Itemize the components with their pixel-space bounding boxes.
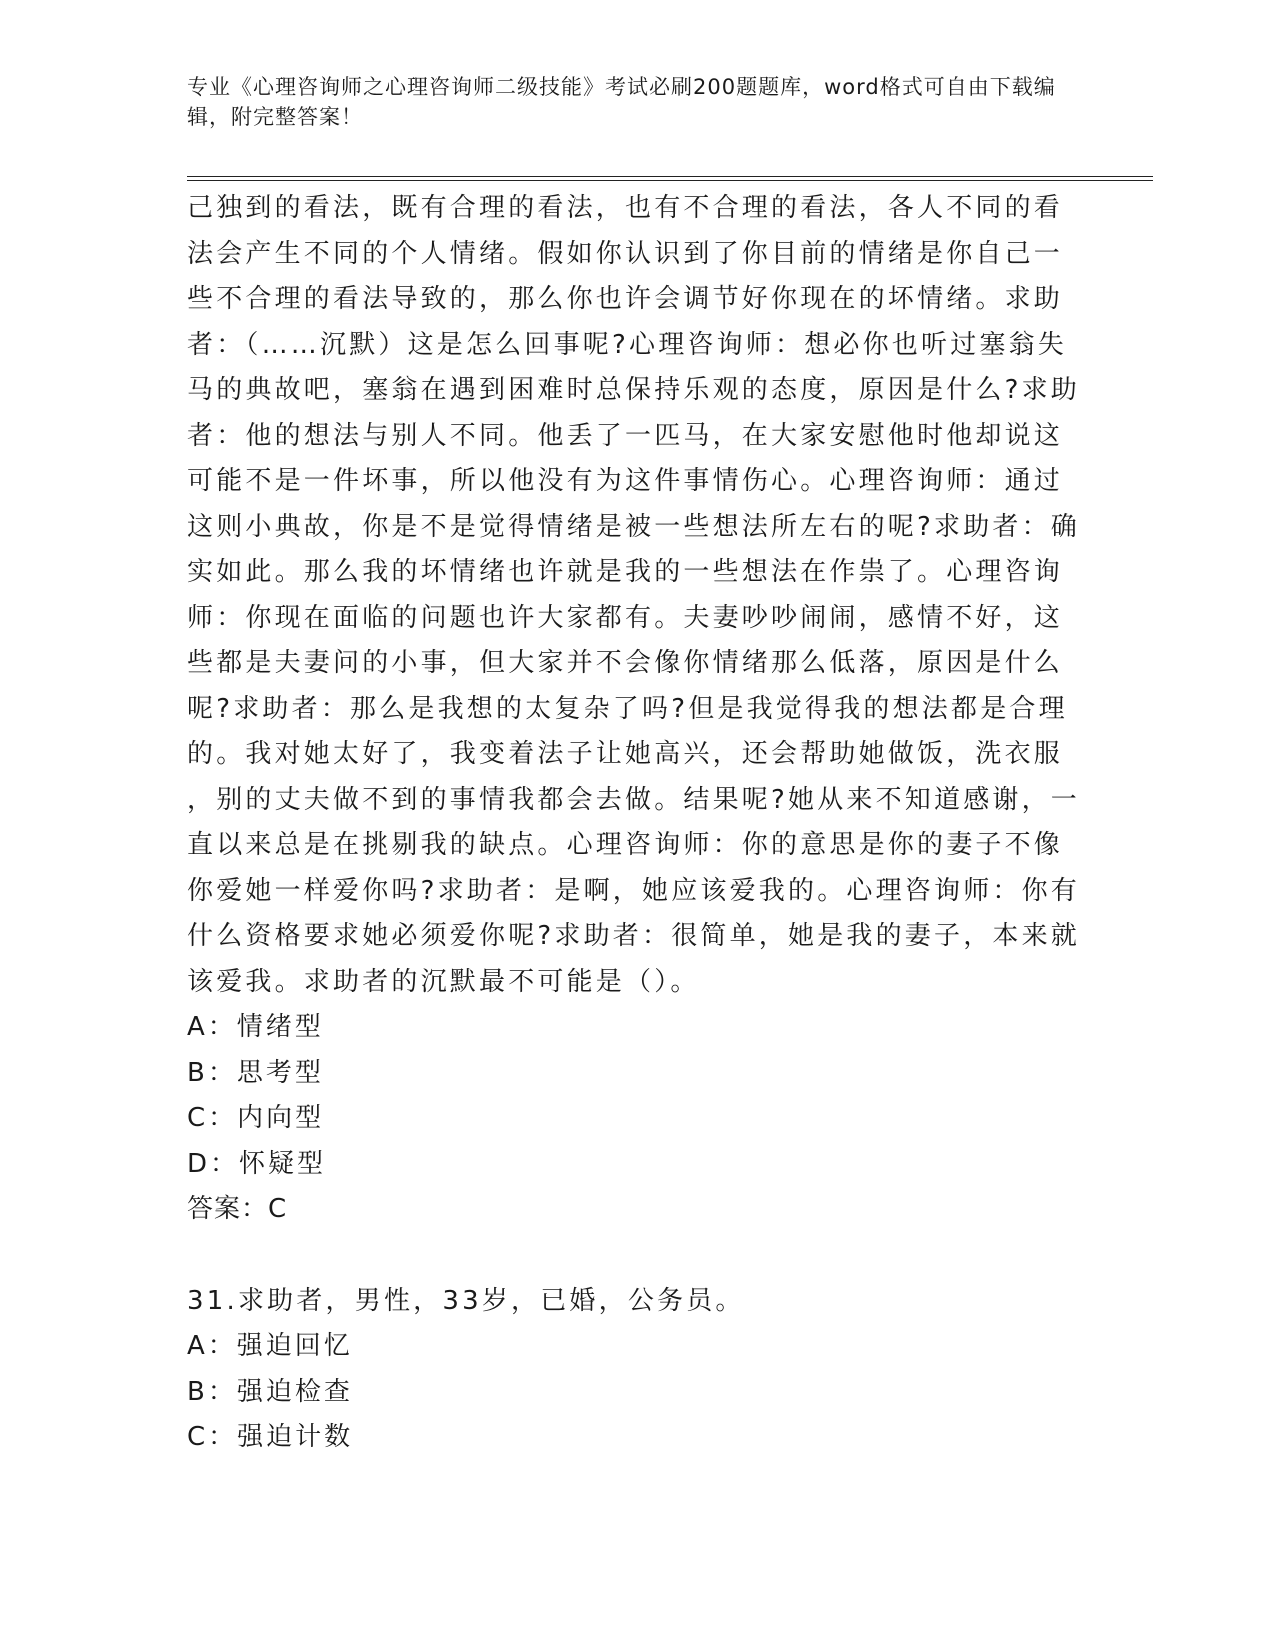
document-body [187,186,1081,1461]
passage-line: 马的典故吧，塞翁在遇到困难时总保持乐观的态度，原因是什么?求助 [187,375,1081,405]
passage-line: 些都是夫妻问的小事，但大家并不会像你情绪那么低落，原因是什么 [187,648,1064,678]
question-spacer [187,1233,1067,1279]
passage-line: 法会产生不同的个人情绪。假如你认识到了你目前的情绪是你自己一 [187,238,1064,269]
passage-line: 这则小典故，你是不是觉得情绪是被一些想法所左右的呢?求助者：确 [187,511,1081,542]
option-b: B：强迫检查 [187,1376,353,1407]
passage-line: 什么资格要求她必须爱你呢?求助者：很简单，她是我的妻子，本来就 [187,921,1081,951]
passage-line: 的。我对她太好了，我变着法子让她高兴，还会帮助她做饭，洗衣服 [187,739,1064,769]
passage-line: 直以来总是在挑剔我的缺点。心理咨询师：你的意思是你的妻子不像 [187,830,1064,860]
passage-line: 者：（……沉默）这是怎么回事呢?心理咨询师：想必你也听过塞翁失 [187,329,1068,360]
document-title: 专业《心理咨询师之心理咨询师二级技能》考试必刷200题题库，word格式可自由下载编辑，附完整答案！ [187,75,1056,129]
option-c: C：内向型 [187,1103,325,1133]
passage-line: 师：你现在面临的问题也许大家都有。夫妻吵吵闹闹，感情不好，这 [187,602,1064,633]
passage-line: ，别的丈夫做不到的事情我都会去做。结果呢?她从来不知道感谢，一 [187,784,1081,815]
passage-line: 己独到的看法，既有合理的看法，也有不合理的看法，各人不同的看 [187,193,1064,223]
option-a: A：情绪型 [187,1012,324,1042]
passage-line: 该爱我。求助者的沉默最不可能是（）。 [187,966,700,997]
question-stem: 31.求助者，男性，33岁，已婚，公务员。 [187,1285,745,1316]
passage-line: 呢?求助者：那么是我想的太复杂了吗?但是我觉得我的想法都是合理 [187,693,1068,724]
page-header [187,72,1087,132]
header-divider [187,176,1153,181]
passage-line: 实如此。那么我的坏情绪也许就是我的一些想法在作祟了。心理咨询 [187,557,1064,587]
answer-key: 答案：C [187,1194,288,1224]
option-c: C：强迫计数 [187,1422,354,1452]
passage-line: 者：他的想法与别人不同。他丢了一匹马，在大家安慰他时他却说这 [187,420,1064,451]
passage-line: 些不合理的看法导致的，那么你也许会调节好你现在的坏情绪。求助 [187,284,1064,314]
passage-line: 你爱她一样爱你吗?求助者：是啊，她应该爱我的。心理咨询师：你有 [187,875,1081,906]
option-b: B：思考型 [187,1057,324,1088]
option-a: A：强迫回忆 [187,1331,353,1361]
option-d: D：怀疑型 [187,1148,327,1179]
passage-line: 可能不是一件坏事，所以他没有为这件事情伤心。心理咨询师：通过 [187,466,1064,496]
